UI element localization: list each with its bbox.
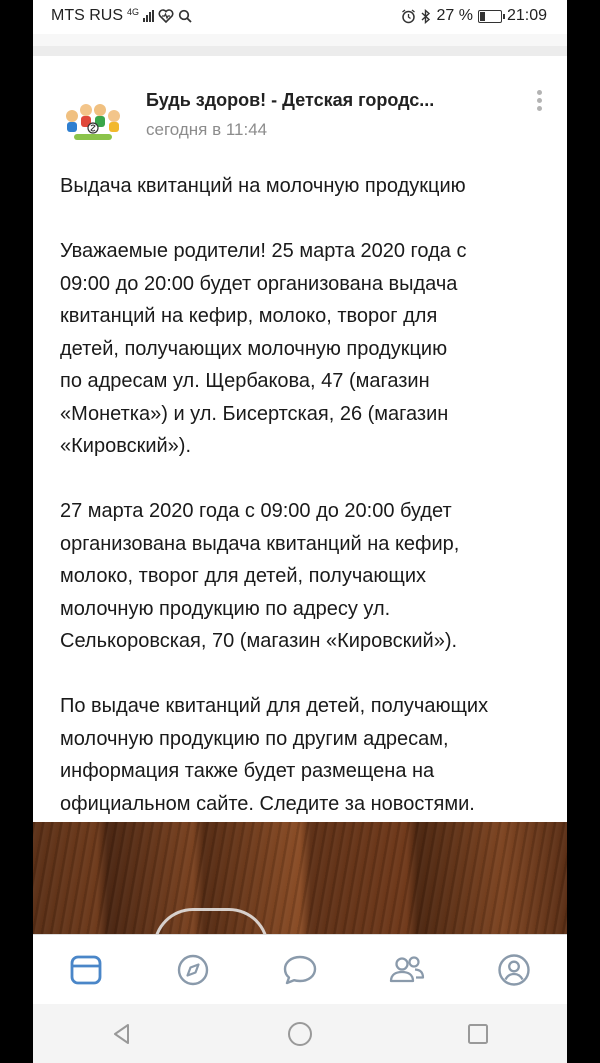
carrier-label: MTS RUS (51, 7, 123, 24)
battery-level (480, 12, 485, 21)
bluetooth-icon (421, 9, 431, 24)
signal-icon (143, 10, 154, 22)
nav-back-button[interactable] (92, 1009, 152, 1059)
group-avatar[interactable] (60, 86, 126, 152)
post-paragraph: Уважаемые родители! 25 марта 2020 года с 09:00 до 20:00 будет организована выдача квитанций на кефир, молоко, творог для детей, получающих молочную продукцию по адресам ул. Щербакова, 47 (магазин «Монетка») и ул. Бисертская, 26 (магазин «Кировский»). (60, 240, 467, 457)
post-time: сегодня в 11:44 (146, 120, 268, 139)
alarm-icon (401, 9, 416, 24)
profile-icon (497, 953, 531, 987)
tab-messages[interactable] (270, 940, 330, 1000)
post-title-paragraph: Выдача квитанций на молочную продукцию (60, 175, 466, 197)
feed-top-strip (33, 34, 567, 46)
news-icon (69, 953, 103, 987)
search-icon (178, 9, 192, 23)
tab-news[interactable] (56, 940, 116, 1000)
tab-profile[interactable] (484, 940, 544, 1000)
nav-home-button[interactable] (270, 1009, 330, 1059)
status-right (401, 7, 547, 25)
messages-icon (282, 953, 318, 987)
clock: 21:09 (506, 7, 547, 24)
photo-wood-texture (33, 822, 567, 936)
post-card (33, 56, 567, 936)
nav-recents-button[interactable] (448, 1009, 508, 1059)
home-icon (287, 1021, 313, 1047)
recents-icon (466, 1022, 490, 1046)
app-screen (33, 0, 567, 1063)
avatar-image (60, 86, 126, 152)
network-type: 4G (127, 7, 140, 17)
battery-icon (478, 10, 502, 23)
more-options-icon[interactable] (535, 90, 543, 114)
tab-friends[interactable] (377, 940, 437, 1000)
post-text (60, 170, 550, 853)
post-paragraph: По выдаче квитанций для детей, получающих молочную продукцию по другим адресам, информация также будет размещена на официальном сайте. Следите за новостями. (60, 695, 489, 815)
system-nav-bar (33, 1004, 567, 1063)
back-icon (110, 1022, 134, 1046)
status-bar (33, 0, 567, 34)
discover-icon (176, 953, 210, 987)
battery-percent: 27 % (436, 7, 473, 24)
bottom-tab-bar (33, 934, 567, 1005)
group-name[interactable]: Будь здоров! - Детская городс... (146, 90, 435, 110)
tab-discover[interactable] (163, 940, 223, 1000)
health-icon (158, 9, 174, 23)
friends-icon (388, 953, 426, 987)
post-paragraph: 27 марта 2020 года с 09:00 до 20:00 будет организована выдача квитанций на кефир, молоко, творог для детей, получающих молочную продукцию по адресу ул. Селькоровская, 70 (магазин «Кировский»). (60, 500, 460, 652)
post-photo[interactable] (33, 822, 567, 936)
status-left (51, 7, 192, 25)
